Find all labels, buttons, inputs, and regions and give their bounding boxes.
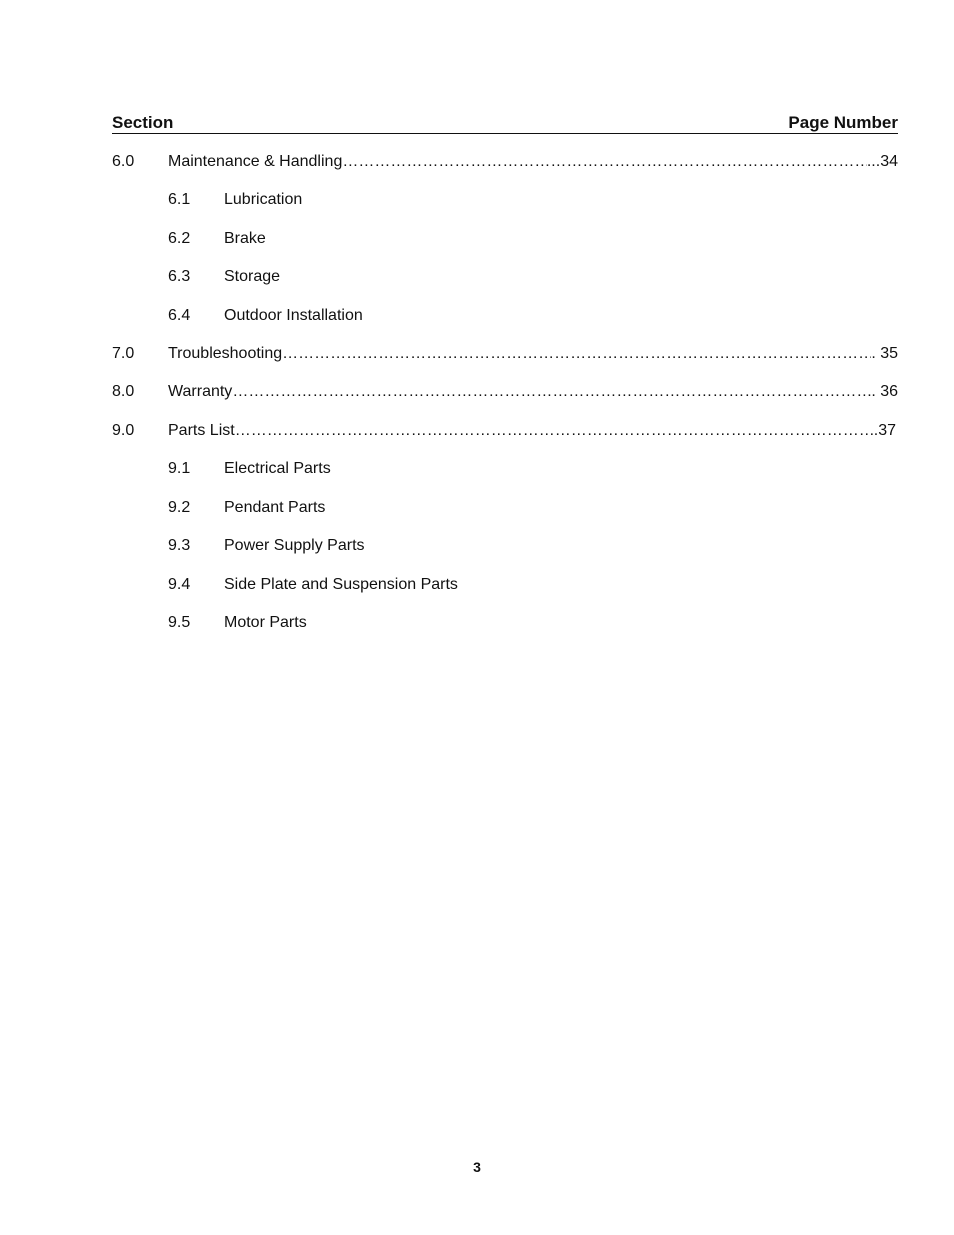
toc-subentry-6-1[interactable] [0, 189, 954, 211]
toc-entry-number: 8.0 [112, 383, 135, 400]
toc-subentry-number: 9.4 [168, 576, 191, 593]
toc-entry-page: . 35 [871, 345, 898, 362]
toc-subentry-9-1[interactable] [0, 458, 954, 480]
toc-entry-page: ...34 [866, 153, 898, 170]
toc-subentry-label: Lubrication [224, 191, 303, 208]
dot-leader [235, 420, 874, 442]
toc-subentry-number: 9.1 [168, 460, 191, 477]
toc-entry-label: Maintenance & Handling [168, 153, 343, 170]
toc-subentry-label: Pendant Parts [224, 499, 326, 516]
toc-subentry-number: 6.3 [168, 268, 191, 285]
toc-entry-label: Troubleshooting [168, 345, 283, 362]
toc-subentry-label: Motor Parts [224, 614, 307, 631]
toc-subentry-number: 6.1 [168, 191, 191, 208]
toc-subentry-label: Electrical Parts [224, 460, 331, 477]
section-column-heading: Section [112, 113, 174, 132]
toc-header [112, 113, 898, 134]
toc-subentry-9-3[interactable] [0, 535, 954, 557]
toc-subentry-number: 9.5 [168, 614, 191, 631]
toc-subentry-label: Outdoor Installation [224, 307, 363, 324]
toc-subentry-9-5[interactable] [0, 612, 954, 634]
toc-entry-page: .37 [873, 422, 896, 439]
toc-entry-label: Warranty [168, 383, 233, 400]
toc-subentry-number: 6.2 [168, 230, 191, 247]
dot-leader [232, 381, 871, 403]
toc-entry-7-0[interactable] [0, 343, 954, 365]
toc-entry-8-0[interactable] [0, 381, 954, 403]
page-footer-number: 3 [473, 1159, 481, 1175]
toc-entry-6-0[interactable] [0, 151, 954, 173]
toc-entry-number: 9.0 [112, 422, 135, 439]
toc-subentry-label: Power Supply Parts [224, 537, 365, 554]
toc-entry-number: 6.0 [112, 153, 135, 170]
toc-subentry-9-4[interactable] [0, 574, 954, 596]
toc-subentry-6-3[interactable] [0, 266, 954, 288]
toc-subentry-number: 9.2 [168, 499, 191, 516]
toc-subentry-number: 9.3 [168, 537, 191, 554]
dot-leader [342, 151, 867, 173]
toc-subentry-label: Brake [224, 230, 266, 247]
toc-subentry-number: 6.4 [168, 307, 191, 324]
page-number-column-heading: Page Number [788, 113, 898, 132]
toc-entry-9-0[interactable] [0, 420, 954, 442]
dot-leader [282, 343, 871, 365]
toc-entry-number: 7.0 [112, 345, 135, 362]
toc-entry-page: . 36 [871, 383, 898, 400]
toc-subentry-6-4[interactable] [0, 305, 954, 327]
toc-subentry-9-2[interactable] [0, 497, 954, 519]
toc-subentry-label: Side Plate and Suspension Parts [224, 576, 458, 593]
toc-subentry-label: Storage [224, 268, 281, 285]
toc-entry-label: Parts List [168, 422, 235, 439]
toc-subentry-6-2[interactable] [0, 228, 954, 250]
